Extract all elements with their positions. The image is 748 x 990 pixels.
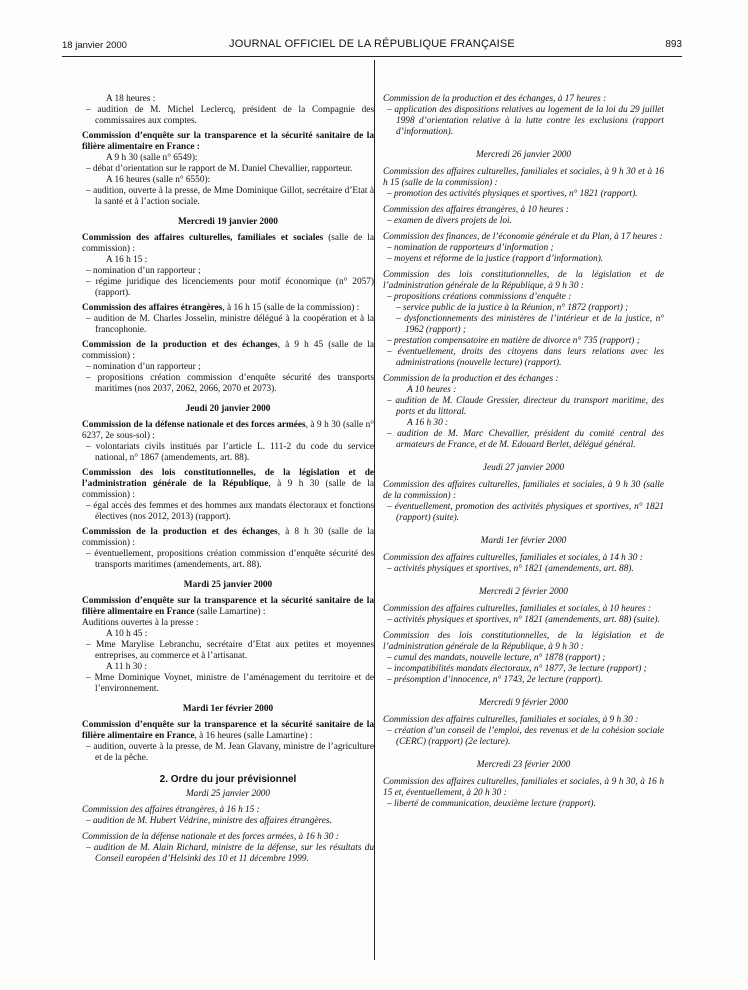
time-label: A 10 h 45 : [106,629,148,639]
agenda-item: – application des dispositions relatives au logement de la loi du 29 juillet 1998 d’orientation relative à la lutte contre les exclusions (rapport d’information). [387,105,664,137]
agenda-item: – nomination d’un rapporteur ; [86,362,201,372]
right-column [383,94,664,810]
agenda-item: – audition, ouverte à la presse, de Mme Dominique Gillot, secrétaire d’Etat à la santé et à l’action sociale. [86,186,374,207]
agenda-item: – moyens et réforme de la justice (rapport d’information). [387,254,604,264]
note: Auditions ouvertes à la presse : [82,618,199,628]
agenda-item: – audition de M. Charles Josselin, ministre délégué à la coopération et à la francophonie. [86,314,374,335]
time-label: A 16 h 15 : [106,255,148,265]
time-label: A 18 heures : [106,94,156,104]
agenda-item: – égal accès des femmes et des hommes aux mandats électoraux et fonctions électives (nos 2012, 2013) (rapport). [86,501,374,522]
agenda-item: – présomption d’innocence, n° 1743, 2e lecture (rapport). [387,675,603,685]
agenda-item: – volontariats civils institués par l’article L. 111-2 du code du service national, n° 1867 (amendements, art. 88). [86,442,374,463]
agenda-item: – régime juridique des licenciements pour motif économique (n° 2057) (rapport). [86,277,374,298]
page-header [62,36,682,52]
agenda-item: – nomination de rapporteurs d’information ; [387,243,554,253]
agenda-item: – examen de divers projets de loi. [387,216,512,226]
commission-heading: Commission de la défense nationale et des forces armées, à 9 h 30 (salle n° 6237, 2e sous-sol) : [82,420,374,441]
agenda-item: – cumul des mandats, nouvelle lecture, n° 1878 (rapport) ; [387,653,606,663]
agenda-item: – audition de M. Hubert Védrine, ministre des affaires étrangères. [86,816,332,826]
page-number: 893 [665,39,682,50]
agenda-item: – création d’un conseil de l’emploi, des revenus et de la cohésion sociale (CERC) (rapport) (2e lecture). [387,726,664,747]
commission-heading: Commission des affaires étrangères, à 10 heures : [383,205,569,215]
journal-title: JOURNAL OFFICIEL DE LA RÉPUBLIQUE FRANÇAISE [229,38,515,50]
commission-heading: Commission des affaires culturelles, familiales et sociales, à 9 h 30, à 16 h 15 et, éventuellement, à 20 h 30 : [383,777,664,798]
agenda-item: – éventuellement, promotion des activités physiques et sportives, n° 1821 (rapport) (suite). [387,502,664,523]
day-heading: Mardi 1er février 2000 [480,536,567,546]
day-heading: Jeudi 27 janvier 2000 [482,463,565,473]
commission-heading: Commission d’enquête sur la transparence et la sécurité sanitaire de la filière alimentaire en France, à 16 heures (salle Lamartine) : [82,720,374,741]
time-label: A 16 h 30 : [407,418,449,428]
agenda-subitem: – dysfonctionnements des ministères de l’intérieur et de la justice, n° 1962 (rapport) ; [396,314,664,335]
agenda-item: – éventuellement, propositions création commission d’enquête sécurité des transports maritimes (amendements, art. 88). [86,549,374,570]
agenda-item: – audition de M. Marc Chevallier, président du comité central des armateurs de France, et de M. Edouard Berlet, délégué général. [387,429,664,450]
time-label: A 11 h 30 : [106,662,147,672]
agenda-item: – éventuellement, droits des citoyens dans leurs relations avec les administrations (nouvelle lecture) (rapport). [387,347,664,368]
commission-heading: Commission de la production et des échanges : [383,374,559,384]
commission-heading: Commission des affaires culturelles, familiales et sociales, à 9 h 30 (salle de la commission) : [383,480,664,501]
agenda-item: – audition de M. Michel Leclercq, président de la Compagnie des commissaires aux comptes. [86,105,374,126]
commission-heading: Commission des affaires culturelles, familiales et sociales (salle de la commission) : [82,233,374,254]
commission-heading: Commission des affaires culturelles, familiales et sociales, à 9 h 30 : [383,715,639,725]
column-divider [374,60,375,960]
agenda-item: – audition de M. Alain Richard, ministre de la défense, sur les résultats du Conseil européen d’Helsinki des 10 et 11 décembre 1999. [86,843,374,864]
agenda-item: – liberté de communication, deuxième lecture (rapport). [387,799,596,809]
day-heading: Mardi 25 janvier 2000 [185,789,271,799]
commission-heading: Commission des finances, de l’économie générale et du Plan, à 17 heures : [383,232,663,242]
agenda-item: – audition de M. Claude Gressier, directeur du transport maritime, des ports et du littoral. [387,396,664,417]
commission-heading: Commission des lois constitutionnelles, de la législation et de l’administration générale de la République, à 9 h 30 (salle de la commission) : [82,468,374,500]
agenda-item: – activités physiques et sportives, n° 1821 (amendements, art. 88). [387,564,634,574]
agenda-item: – nomination d’un rapporteur ; [86,266,201,276]
header-rule [62,56,682,57]
agenda-item: – propositions création commission d’enquête sécurité des transports maritimes (nos 2037, 2062, 2066, 2070 et 2073). [86,373,374,394]
commission-heading: Commission des affaires culturelles, familiales et sociales, à 10 heures : [383,604,652,614]
agenda-item: – activités physiques et sportives, n° 1821 (amendements, art. 88) (suite). [387,615,660,625]
day-heading: Mercredi 19 janvier 2000 [178,217,278,227]
commission-heading: Commission d’enquête sur la transparence et la sécurité sanitaire de la filière alimentaire en France (salle Lamartine) : [82,596,374,617]
day-heading: Mercredi 2 février 2000 [479,587,568,597]
commission-heading: Commission des affaires culturelles, familiales et sociales, à 14 h 30 : [383,553,643,563]
header-date: 18 janvier 2000 [62,40,127,51]
agenda-item: – promotion des activités physiques et sportives, n° 1821 (rapport). [387,189,638,199]
day-heading: Jeudi 20 janvier 2000 [185,404,271,414]
day-heading: Mercredi 26 janvier 2000 [475,150,572,160]
agenda-subitem: – service public de la justice à la Réunion, n° 1872 (rapport) ; [396,303,629,313]
commission-heading: Commission des lois constitutionnelles, de la législation et de l’administration générale de la République, à 9 h 30 : [383,270,664,291]
agenda-item: – prestation compensatoire en matière de divorce n° 735 (rapport) ; [387,336,640,346]
day-heading: Mardi 25 janvier 2000 [183,580,273,590]
agenda-item: – débat d’orientation sur le rapport de M. Daniel Chevallier, rapporteur. [86,164,353,174]
day-heading: Mercredi 9 février 2000 [479,698,568,708]
day-heading: Mardi 1er février 2000 [182,704,274,714]
agenda-item: – Mme Marylise Lebranchu, secrétaire d’Etat aux petites et moyennes entreprises, au commerce et à l’artisanat. [86,640,374,661]
commission-heading: Commission de la défense nationale et des forces armées, à 16 h 30 : [82,832,339,842]
commission-heading: Commission d’enquête sur la transparence et la sécurité sanitaire de la filière alimentaire en France : [82,131,374,152]
agenda-item: – audition, ouverte à la presse, de M. Jean Glavany, ministre de l’agriculture et de la pêche. [86,742,374,763]
commission-heading: Commission des affaires étrangères, à 16 h 15 (salle de la commission) : [82,303,360,313]
commission-heading: Commission de la production et des échanges, à 8 h 30 (salle de la commission) : [82,527,375,548]
agenda-item: – incompatibilités mandats électoraux, n° 1877, 3e lecture (rapport) ; [387,664,647,674]
time-label: A 10 heures : [407,385,457,395]
section-heading: 2. Ordre du jour prévisionnel [159,774,297,785]
commission-heading: Commission des affaires étrangères, à 16 h 15 : [82,805,260,815]
day-heading: Mercredi 23 février 2000 [476,760,571,770]
time-label: A 16 heures (salle n° 6550): [106,175,211,185]
time-label: A 9 h 30 (salle n° 6549): [106,153,198,163]
commission-heading: Commission des affaires culturelles, familiales et sociales, à 9 h 30 et à 16 h 15 (salle de la commission) : [383,167,664,188]
commission-heading: Commission de la production et des échanges, à 9 h 45 (salle de la commission) : [82,340,375,361]
agenda-item: – Mme Dominique Voynet, ministre de l’aménagement du territoire et de l’environnement. [86,673,374,694]
commission-heading: Commission de la production et des échanges, à 17 heures : [383,94,607,104]
left-column [82,94,374,865]
agenda-item: – propositions créations commissions d’enquête : [387,292,572,302]
commission-heading: Commission des lois constitutionnelles, de la législation et de l’administration générale de la République, à 9 h 30 : [383,631,664,652]
